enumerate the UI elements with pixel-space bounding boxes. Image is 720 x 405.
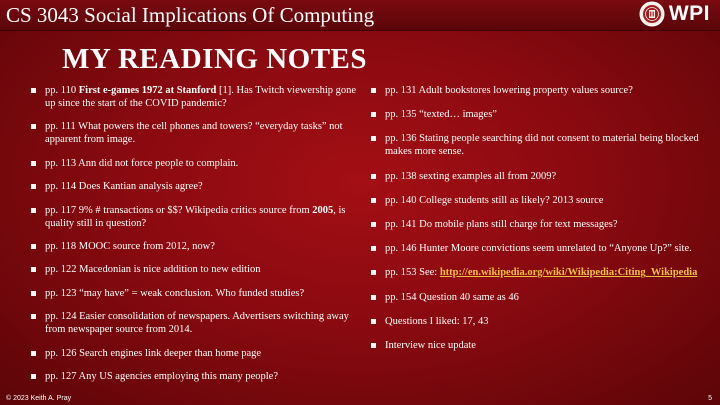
note-text: pp. 123 “may have” = weak conclusion. Who funded studies? [45,287,305,299]
note-text: pp. 136 Stating people searching did not consent to material being blocked makes more sense. [385,133,699,158]
note-item [28,120,358,146]
note-text: pp. 122 Macedonian is nice addition to new edition [45,264,261,276]
note-item [28,84,358,110]
note-item [368,170,703,183]
right-notes-list [368,84,703,363]
note-item [368,315,703,328]
note-text: Interview nice update [385,339,476,351]
note-text: pp. 126 Search engines link deeper than home page [45,347,262,359]
note-text: pp. 124 Easier consolidation of newspapers. Advertisers switching away from newspaper source from 2014. [45,311,349,336]
slide-title: MY READING NOTES [62,43,368,75]
note-item [368,339,703,352]
note-item [368,291,703,304]
note-item [368,132,703,158]
note-bold-text: 2005 [312,204,334,216]
note-item [28,204,358,230]
note-item [368,242,703,255]
note-text: pp. 110 [45,85,79,96]
note-item [28,287,358,300]
note-item [28,157,358,170]
note-link[interactable]: http://en.wikipedia.org/wiki/Wikipedia:Citing_Wikipedia [439,267,698,279]
note-item [28,310,358,336]
note-text: pp. 138 sexting examples all from 2009? [385,170,557,182]
note-item [368,218,703,231]
note-text: pp. 117 9% # transactions or $$? Wikipedia critics source from [45,204,313,216]
wpi-logo [639,1,710,27]
note-text: pp. 131 Adult bookstores lowering property values source? [385,85,633,96]
left-notes-list [28,84,358,393]
note-item [28,263,358,276]
note-text: Questions I liked: 17, 43 [385,315,489,327]
copyright: © 2023 Keith A. Pray [6,395,72,402]
course-title: CS 3043 Social Implications Of Computing [6,3,375,27]
note-text: [1]. Has Twitch viewership gone up since the start of the COVID pandemic? [45,85,357,109]
note-text: pp. 114 Does Kantian analysis agree? [45,181,203,193]
page-number: 5 [708,395,712,402]
note-item [368,84,703,97]
note-text: pp. 118 MOOC source from 2012, now? [45,240,215,252]
note-text: pp. 113 Ann did not force people to complain. [45,157,239,169]
note-item [368,266,703,279]
logo-text: WPI [668,2,710,25]
note-text: pp. 146 Hunter Moore convictions seem unrelated to “Anyone Up?” site. [385,243,692,255]
note-item [28,347,358,360]
note-item [28,180,358,193]
wpi-seal-icon [639,1,665,27]
note-bold-text: First e-games 1972 at Stanford [78,85,217,96]
note-text: , is quality still in question? [45,204,346,229]
note-text: pp. 140 College students still as likely? 2013 source [385,194,604,206]
note-text: pp. 154 Question 40 same as 46 [385,291,519,303]
note-text: pp. 111 What powers the cell phones and towers? “everyday tasks” not apparent from image. [45,121,343,146]
note-text: pp. 153 See: [385,267,440,279]
note-text: pp. 135 “texted… images” [385,109,497,121]
note-text: pp. 127 Any US agencies employing this many people? [45,370,279,382]
note-item [368,108,703,121]
note-text: pp. 141 Do mobile plans still charge for text messages? [385,218,618,230]
note-item [368,194,703,207]
note-item [28,240,358,253]
note-item [28,370,358,383]
header-bar [0,0,720,31]
